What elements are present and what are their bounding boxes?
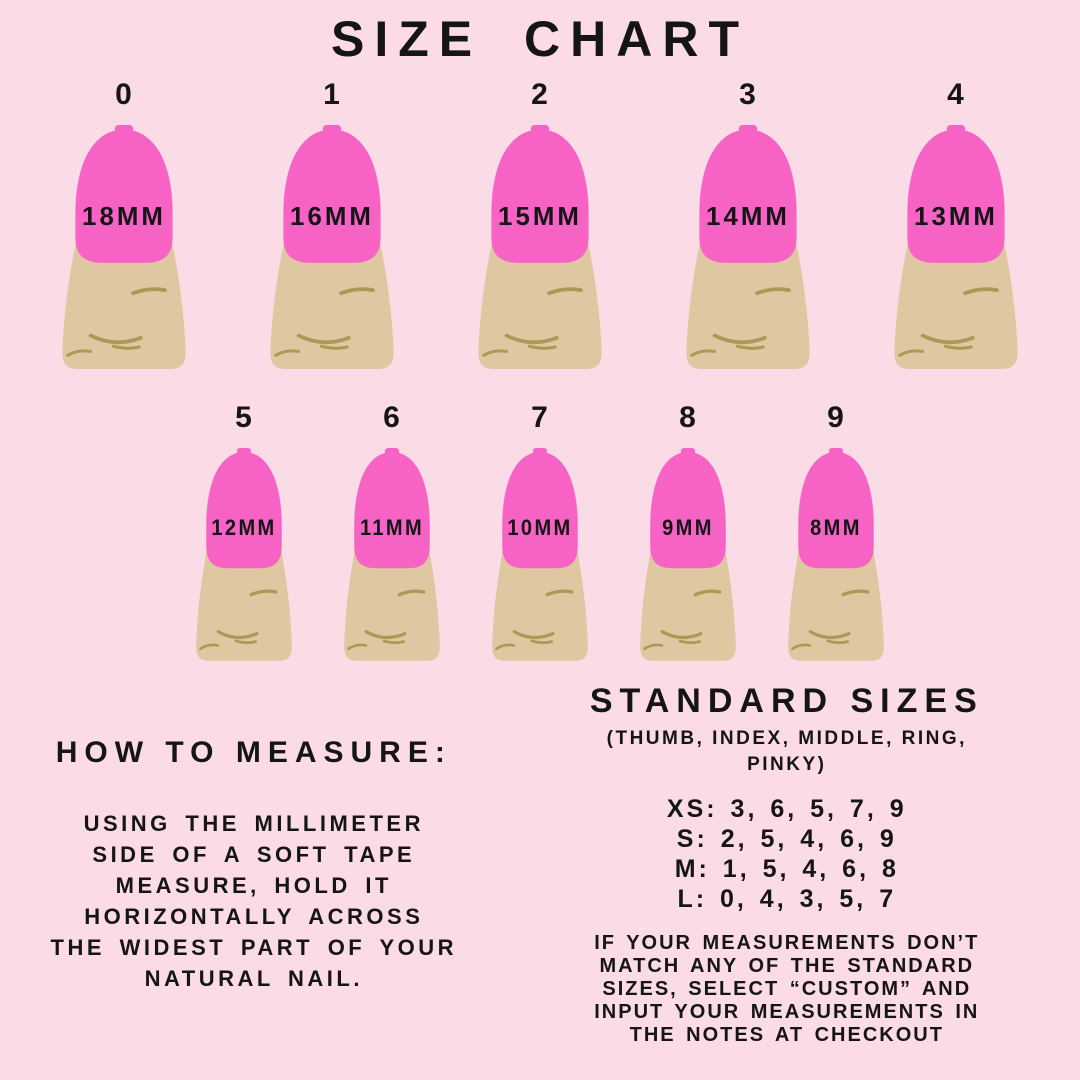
- finger-graphic: [629, 448, 747, 666]
- finger-illustration: [481, 401, 599, 666]
- nail-width-label: 18MM: [82, 203, 166, 231]
- finger-graphic: [880, 125, 1032, 375]
- size-line: XS: 3, 6, 5, 7, 9: [666, 795, 907, 823]
- nail-width-label: 12MM: [211, 515, 277, 541]
- how-to-measure-line: HORIZONTALLY ACROSS: [84, 904, 424, 929]
- size-line: S: 2, 5, 4, 6, 9: [676, 825, 897, 853]
- nail-width-label: 14MM: [706, 203, 790, 231]
- custom-size-note: [508, 932, 1066, 1047]
- finger-illustration: [777, 401, 895, 666]
- how-to-measure-line: THE WIDEST PART OF YOUR: [50, 935, 458, 960]
- nail-width-label: 8MM: [810, 515, 862, 541]
- nail: [283, 130, 380, 263]
- finger-size-number: 2: [531, 78, 549, 111]
- finger-size-number: 4: [947, 78, 965, 111]
- nail: [650, 452, 726, 568]
- finger-illustration: [672, 78, 824, 375]
- custom-size-note-line: MATCH ANY OF THE STANDARD: [599, 955, 975, 977]
- custom-size-note-line: IF YOUR MEASUREMENTS DON’T: [594, 932, 980, 954]
- finger-size-number: 5: [235, 401, 253, 434]
- nail-width-label: 15MM: [498, 203, 582, 231]
- nail-width-label: 16MM: [290, 203, 374, 231]
- finger-illustration: [464, 78, 616, 375]
- nail: [502, 452, 578, 568]
- finger-row-top: [0, 78, 1080, 375]
- finger-illustration: [256, 78, 408, 375]
- standard-sizes-subheading: [508, 726, 1066, 778]
- how-to-measure-line: MEASURE, HOLD IT: [115, 873, 392, 898]
- finger-illustration: [629, 401, 747, 666]
- nail-width-label: 11MM: [359, 515, 425, 541]
- size-line: L: 0, 4, 3, 5, 7: [677, 885, 897, 913]
- standard-sizes-list: [508, 794, 1066, 914]
- finger-size-number: 6: [383, 401, 401, 434]
- nail: [491, 130, 588, 263]
- nail: [75, 130, 172, 263]
- nail-width-label: 13MM: [914, 203, 998, 231]
- finger-graphic: [672, 125, 824, 375]
- standard-sizes-section: [508, 682, 1080, 1047]
- finger-size-number: 8: [679, 401, 697, 434]
- how-to-measure-heading: HOW TO MEASURE:: [55, 736, 452, 769]
- finger-size-number: 1: [323, 78, 341, 111]
- finger-size-number: 7: [531, 401, 549, 434]
- nail: [354, 452, 430, 568]
- custom-size-note-line: SIZES, SELECT “CUSTOM” AND: [602, 978, 972, 1000]
- info-section: [0, 682, 1080, 1047]
- how-to-measure-line: NATURAL NAIL.: [144, 966, 363, 991]
- nail-width-label: 9MM: [662, 515, 714, 541]
- how-to-measure-line: SIDE OF A SOFT TAPE: [92, 842, 416, 867]
- standard-sizes-subheading-line: (THUMB, INDEX, MIDDLE, RING,: [606, 728, 967, 749]
- nail: [798, 452, 874, 568]
- nail: [206, 452, 282, 568]
- finger-graphic: [464, 125, 616, 375]
- standard-sizes-heading: STANDARD SIZES: [589, 682, 984, 720]
- size-line: M: 1, 5, 4, 6, 8: [674, 855, 899, 883]
- finger-size-number: 3: [739, 78, 757, 111]
- finger-row-bottom: [0, 401, 1080, 666]
- how-to-measure-line: USING THE MILLIMETER: [83, 811, 424, 836]
- how-to-measure-text: [0, 808, 508, 994]
- custom-size-note-line: THE NOTES AT CHECKOUT: [629, 1024, 944, 1046]
- finger-graphic: [777, 448, 895, 666]
- nail: [907, 130, 1004, 263]
- finger-graphic: [256, 125, 408, 375]
- finger-size-number: 9: [827, 401, 845, 434]
- finger-graphic: [48, 125, 200, 375]
- finger-graphic: [481, 448, 599, 666]
- how-to-measure-section: [0, 682, 508, 994]
- nail-width-label: 10MM: [507, 515, 573, 541]
- standard-sizes-subheading-line: PINKY): [747, 754, 827, 775]
- finger-graphic: [333, 448, 451, 666]
- nail: [699, 130, 796, 263]
- finger-illustration: [333, 401, 451, 666]
- finger-illustration: [880, 78, 1032, 375]
- finger-illustration: [185, 401, 303, 666]
- finger-size-number: 0: [115, 78, 133, 111]
- custom-size-note-line: INPUT YOUR MEASUREMENTS IN: [594, 1001, 980, 1023]
- page-title: SIZE CHART: [331, 11, 749, 67]
- finger-graphic: [185, 448, 303, 666]
- finger-illustration: [48, 78, 200, 375]
